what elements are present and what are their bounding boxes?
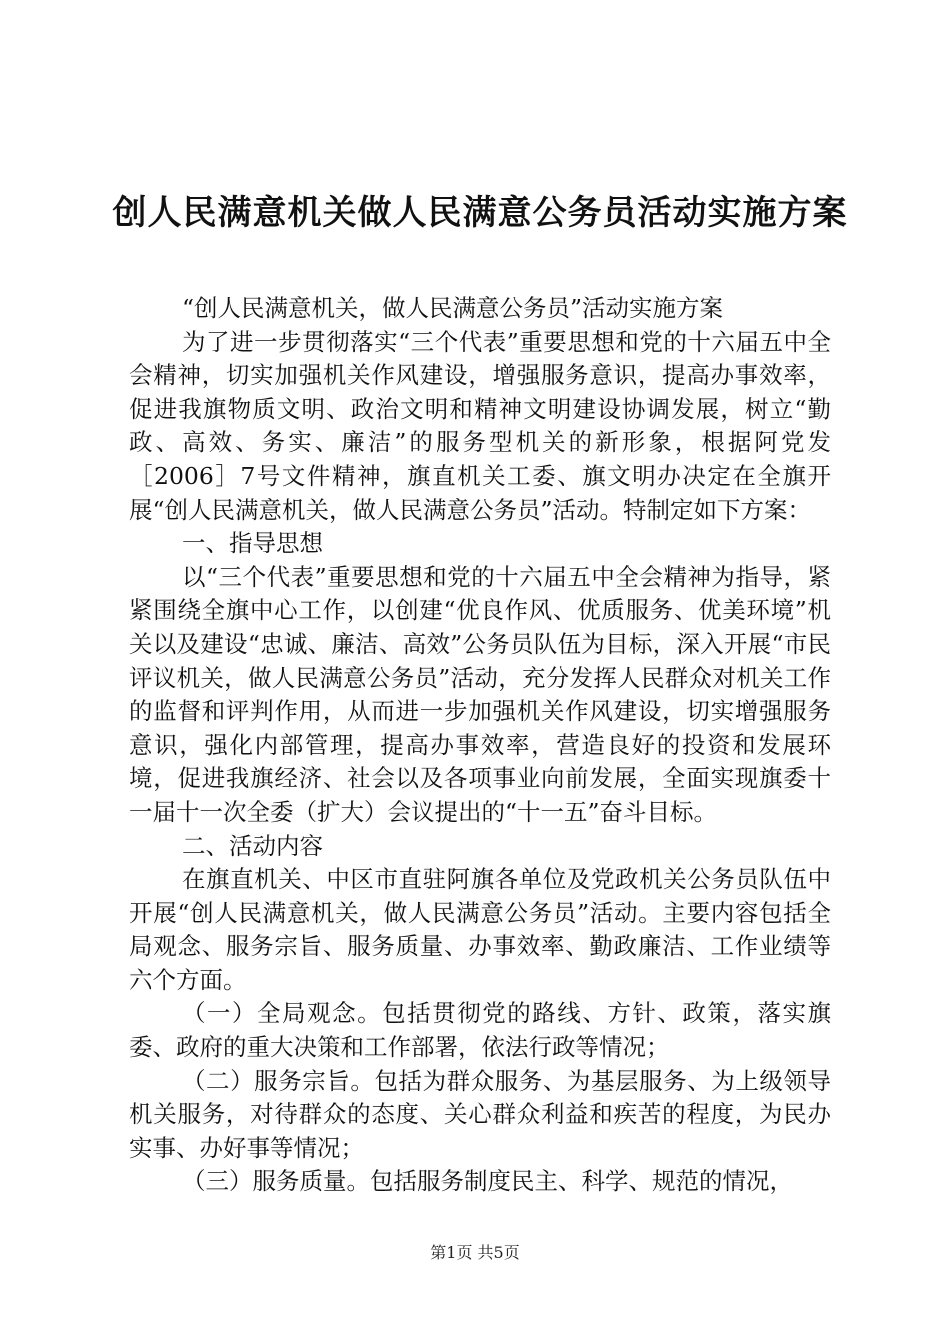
list-item-service-purpose: （二）服务宗旨。包括为群众服务、为基层服务、为上级领导机关服务，对待群众的态度、关心群众利益和疾苦的程度，为民办实事、办好事等情况； (129, 1066, 831, 1162)
list-item-service-quality: （三）服务质量。包括服务制度民主、科学、规范的情况， (182, 1167, 793, 1196)
section-heading-guiding-thought: 一、指导思想 (182, 529, 323, 558)
section-heading-activity-content: 二、活动内容 (182, 831, 323, 860)
body-paragraph: 以“三个代表”重要思想和党的十六届五中全会精神为指导，紧紧围绕全旗中心工作，以创建“优良作风、优质服务、优美环境”机关以及建设“忠诚、廉洁、高效”公务员队伍为目标，深入开展“市民评议机关，做人民满意公务员”活动，充分发挥人民群众对机关工作的监督和评判作用，从而进一步加强机关作风建设，切实增强服务意识，强化内部管理，提高办事效率，营造良好的投资和发展环境，促进我旗经济、社会以及各项事业向前发展，全面实现旗委十一届十一次全委（扩大）会议提出的“十一五”奋斗目标。 (129, 562, 831, 826)
document-body (129, 292, 831, 1199)
body-paragraph: 为了进一步贯彻落实“三个代表”重要思想和党的十六届五中全会精神，切实加强机关作风建设，增强服务意识，提高办事效率，促进我旗物质文明、政治文明和精神文明建设协调发展，树立“勤政、高效、务实、廉洁”的服务型机关的新形象，根据阿党发［2006］7号文件精神，旗直机关工委、旗文明办决定在全旗开展“创人民满意机关，做人民满意公务员”活动。特制定如下方案： (129, 327, 831, 524)
subtitle-paragraph: “创人民满意机关，做人民满意公务员”活动实施方案 (182, 294, 724, 322)
list-item-overall-view: （一）全局观念。包括贯彻党的路线、方针、政策，落实旗委、政府的重大决策和工作部署，依法行政等情况； (129, 999, 831, 1062)
body-paragraph: 在旗直机关、中区市直驻阿旗各单位及党政机关公务员队伍中开展“创人民满意机关，做人民满意公务员”活动。主要内容包括全局观念、服务宗旨、服务质量、办事效率、勤政廉洁、工作业绩等六个方面。 (129, 865, 831, 994)
page-number-footer: 第1页 共5页 (430, 1243, 520, 1262)
document-title: 创人民满意机关做人民满意公务员活动实施方案 (112, 193, 848, 233)
